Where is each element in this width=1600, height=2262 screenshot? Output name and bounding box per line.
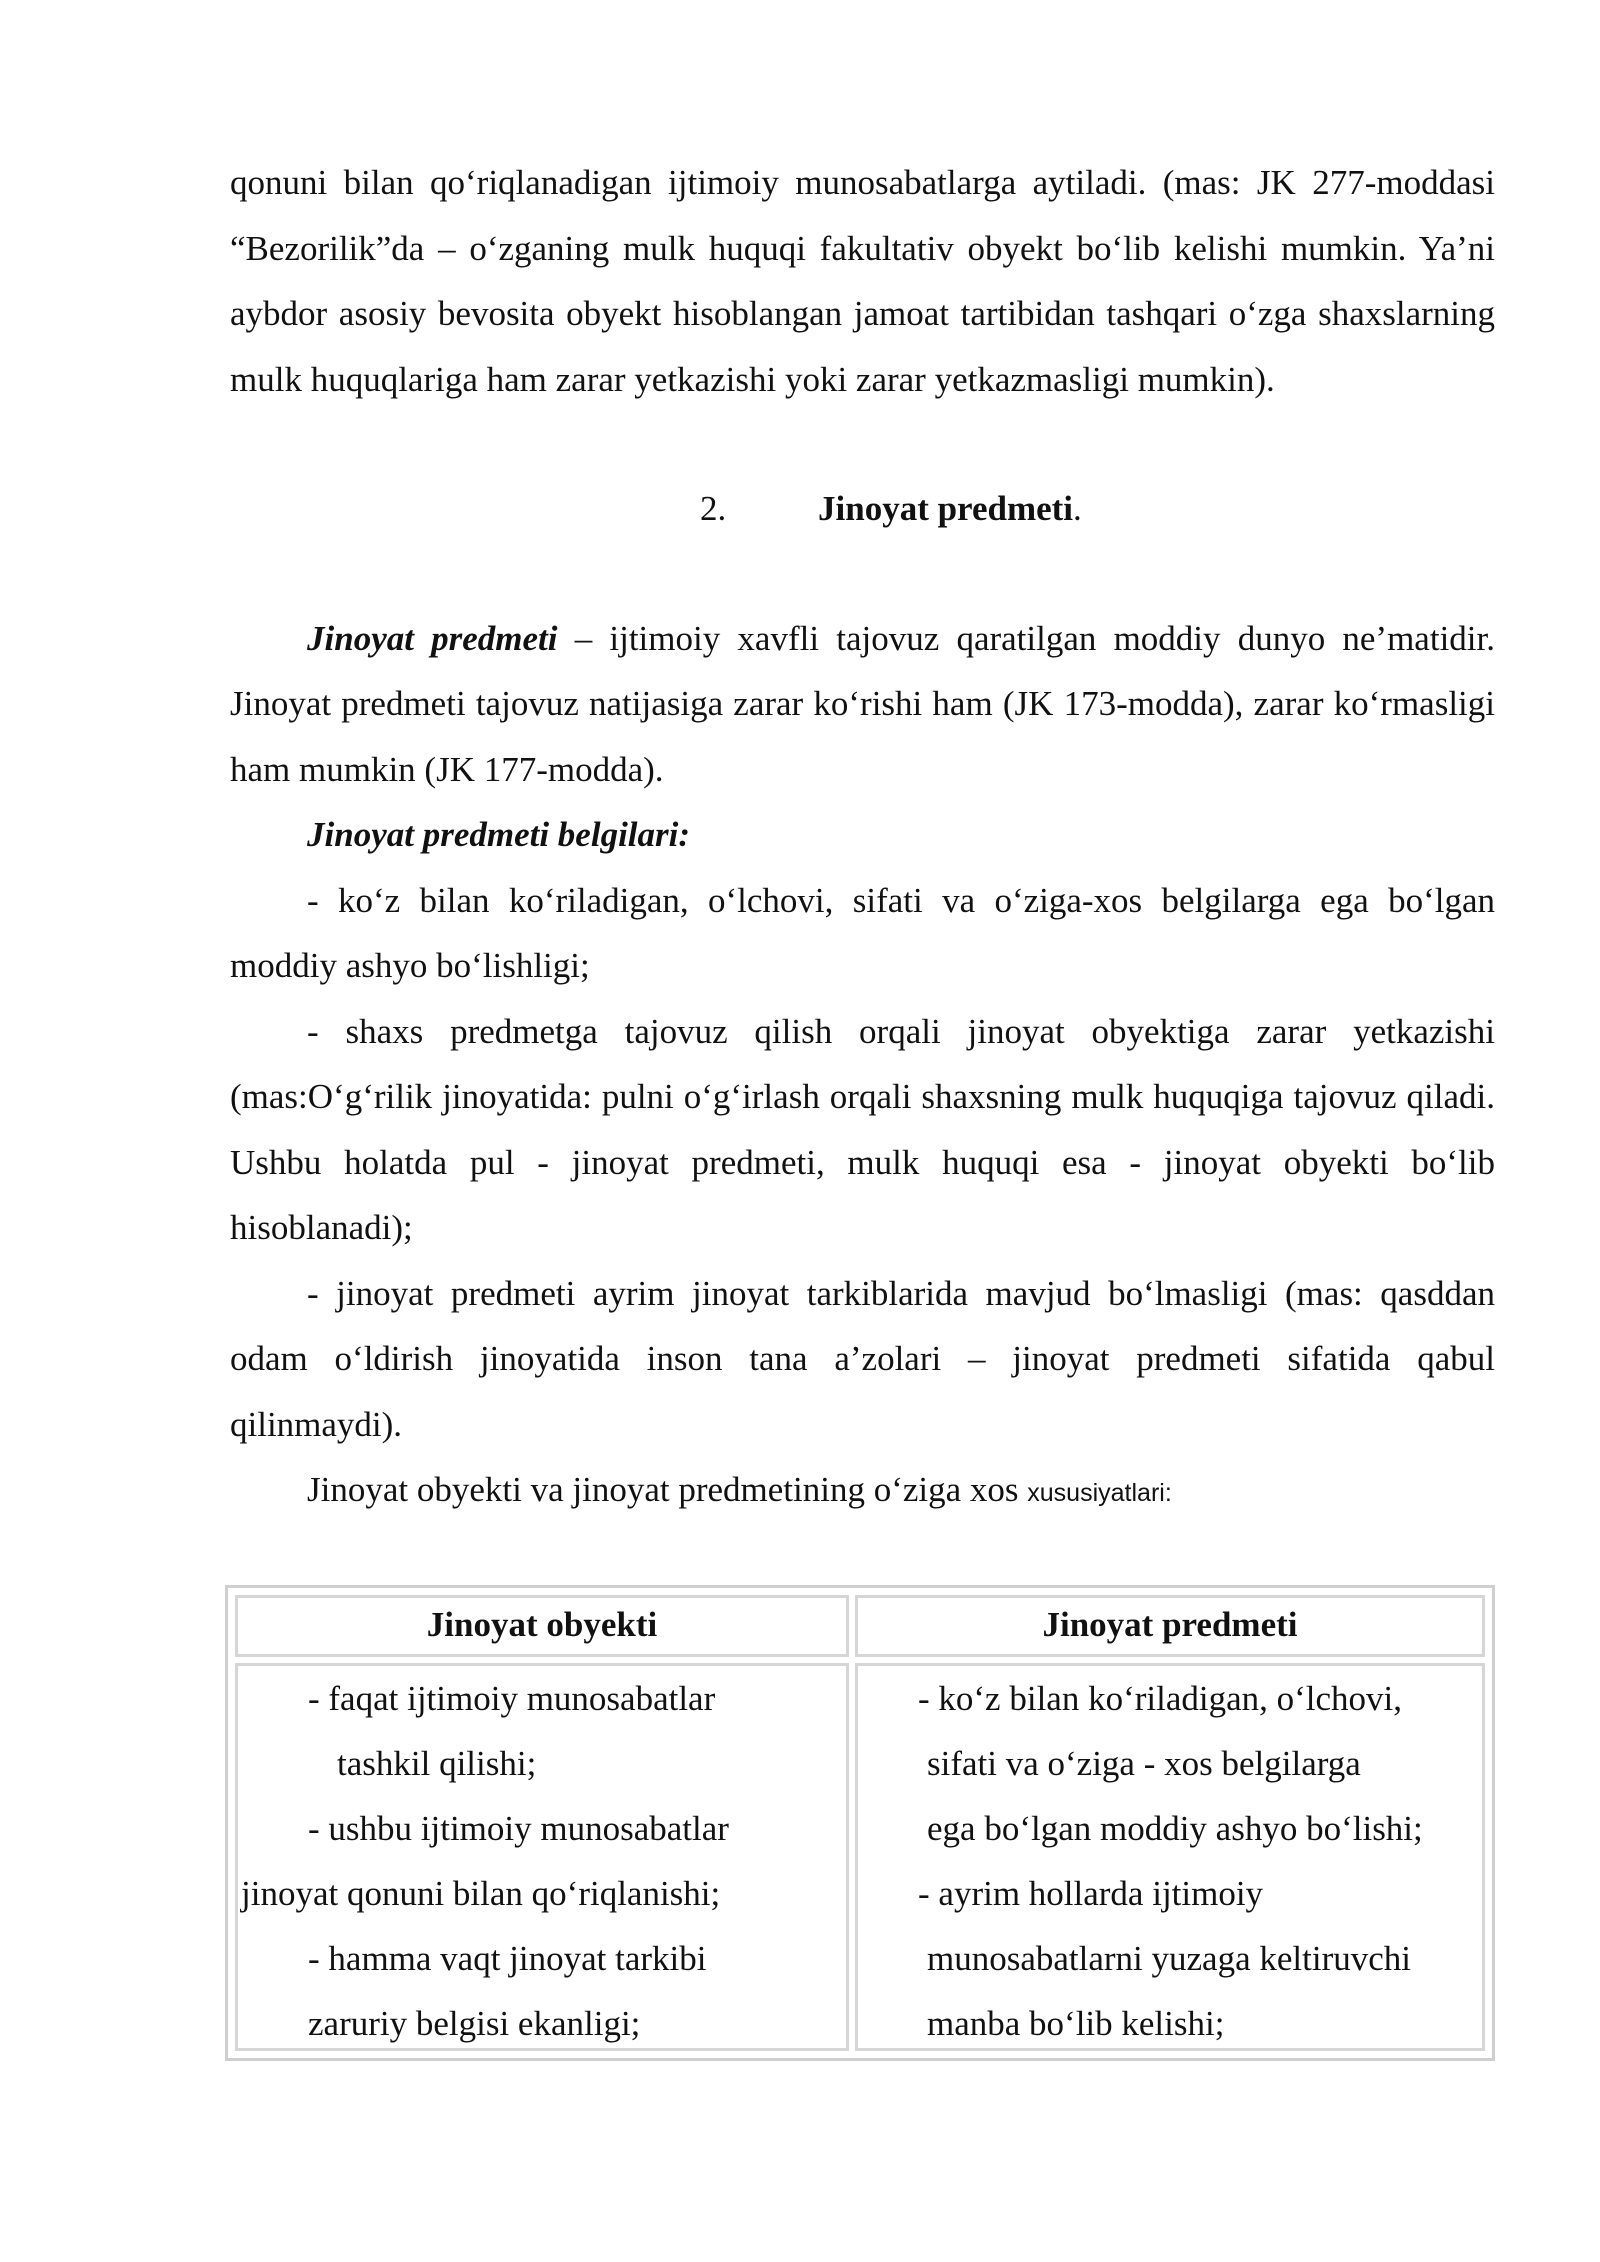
section-heading [230, 476, 1495, 542]
table-line: munosabatlarni yuzaga keltiruvchi [927, 1939, 1412, 1978]
comparison-table [225, 1585, 1495, 2061]
definition-paragraph [230, 606, 1495, 803]
table-intro: Jinoyat obyekti va jinoyat predmetining o‘ziga xos xususiyatlari: [307, 1470, 1172, 1509]
section-title: Jinoyat predmeti [818, 489, 1074, 528]
table-intro-small: xususiyatlari: [1027, 1479, 1172, 1507]
table-header-object: Jinoyat obyekti [235, 1595, 849, 1657]
table-line: tashkil qilishi; [337, 1744, 537, 1783]
table-cell-object [235, 1663, 849, 2051]
feature-item: - jinoyat predmeti ayrim jinoyat tarkiblarida mavjud bo‘lmasligi (mas: qasddan odam o‘ldirish jinoyatida inson tana a’zolari – jinoyat predmeti sifatida qabul qilinmaydi). [230, 1273, 1495, 1444]
section-title-suffix: . [1073, 489, 1082, 528]
spacer [230, 412, 1495, 476]
spacer [230, 542, 1495, 606]
table-line: sifati va o‘ziga - xos belgilarga [927, 1744, 1361, 1783]
table-line: - ko‘z bilan ko‘riladigan, o‘lchovi, [918, 1679, 1403, 1718]
table-cell-subject [855, 1663, 1485, 2051]
table-line: jinoyat qonuni bilan qo‘riqlanishi; [241, 1874, 721, 1913]
table-line: manba bo‘lib kelishi; [927, 2004, 1225, 2043]
feature-item: - ko‘z bilan ko‘riladigan, o‘lchovi, sifati va o‘ziga-xos belgilarga ega bo‘lgan moddiy ashyo bo‘lishligi; [230, 880, 1495, 985]
table-line: - faqat ijtimoiy munosabatlar [308, 1679, 716, 1718]
features-heading: Jinoyat predmeti belgilari: [307, 815, 691, 854]
section-number: 2. [700, 489, 727, 528]
table-line: - ushbu ijtimoiy munosabatlar [308, 1809, 729, 1848]
feature-item: - shaxs predmetga tajovuz qilish orqali jinoyat obyektiga zarar yetkazishi (mas:O‘g‘rilik jinoyatida: pulni o‘g‘irlash orqali shaxsning mulk huquqiga tajovuz qiladi. Ushbu holatda pul - jinoyat predmeti, mulk huquqi esa - jinoyat obyekti bo‘lib hisoblanadi); [230, 1011, 1495, 1247]
section-title-wrap [818, 476, 1082, 542]
intro-paragraph: qonuni bilan qo‘riqlanadigan ijtimoiy munosabatlarga aytiladi. (mas: JK 277-moddasi “Bezorilik”da – o‘zganing mulk huquqi fakultativ obyekt bo‘lib kelishi mumkin. Ya’ni aybdor asosiy bevosita obyekt hisoblangan jamoat tartibidan tashqari o‘zga shaxslarning mulk huquqlariga ham zarar yetkazishi yoki zarar yetkazmasligi mumkin). [230, 163, 1495, 399]
table-line: - ayrim hollarda ijtimoiy [918, 1874, 1264, 1913]
table-line: zaruriy belgisi ekanligi; [308, 2004, 641, 2043]
table-line: - hamma vaqt jinoyat tarkibi [308, 1939, 707, 1978]
table-header-subject: Jinoyat predmeti [855, 1595, 1485, 1657]
definition-term: Jinoyat predmeti [307, 618, 558, 658]
definition-text: – ijtimoiy xavfli tajovuz qaratilgan moddiy dunyo ne’matidir. Jinoyat predmeti tajovuz natijasiga zarar ko‘rishi ham (JK 173-modda), zarar ko‘rmasligi ham mumkin (JK 177-modda). [230, 618, 1495, 789]
table-line: ega bo‘lgan moddiy ashyo bo‘lishi; [927, 1809, 1423, 1848]
document-page [230, 150, 1495, 1527]
